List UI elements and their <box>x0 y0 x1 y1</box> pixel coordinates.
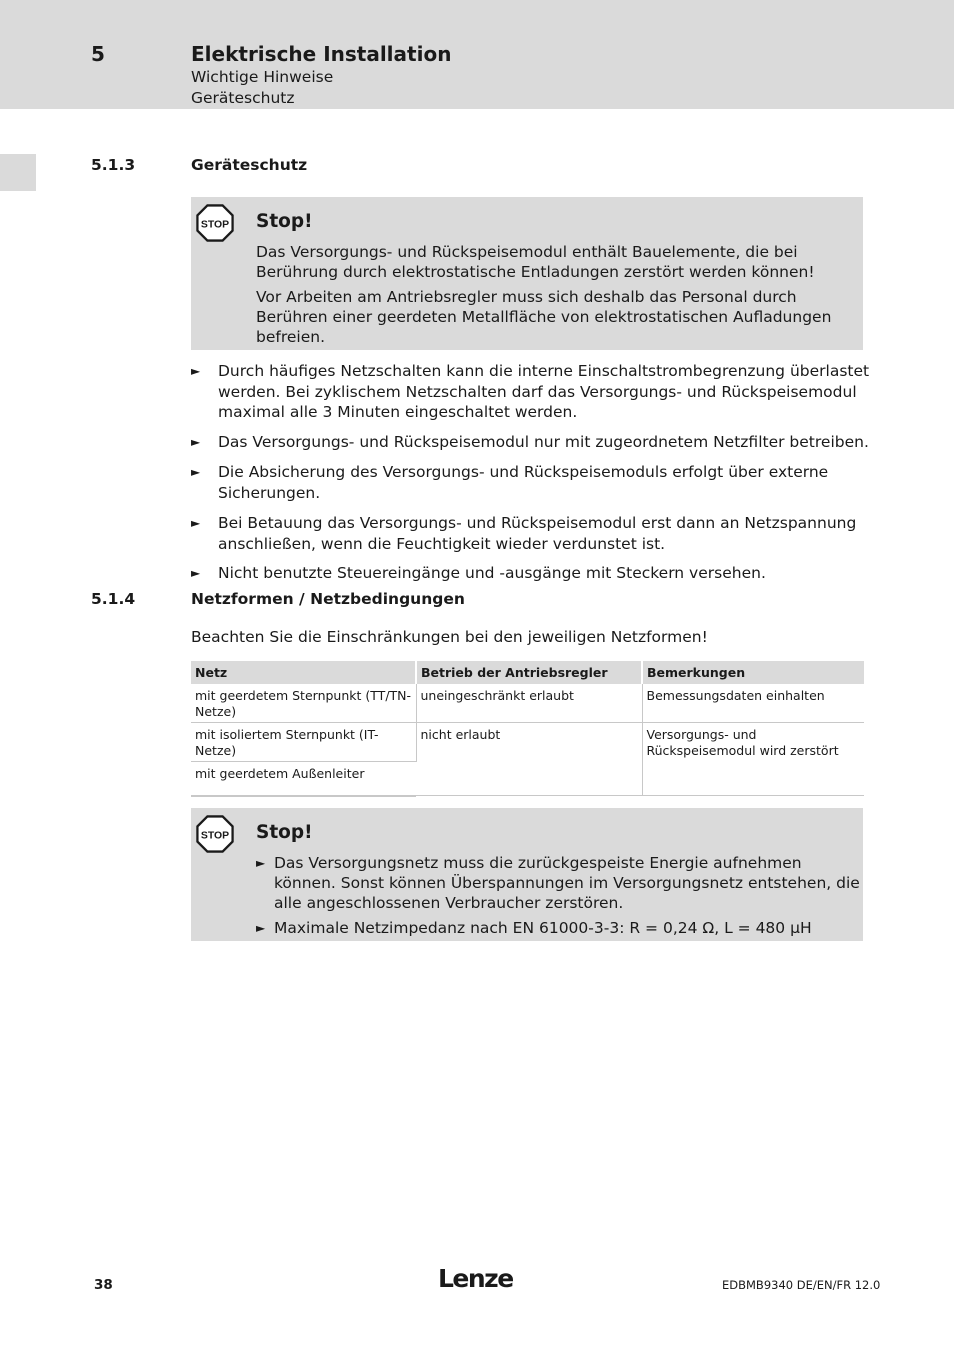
side-tab-marker <box>0 154 36 191</box>
stop-title: Stop! <box>256 211 313 232</box>
bullet-arrow-icon: ► <box>191 364 201 378</box>
list-item-text: Das Versorgungs- und Rückspeisemodul nur mit zugeordnetem Netzfilter betreiben. <box>218 433 869 451</box>
section-intro: Beachten Sie die Einschränkungen bei den jeweiligen Netzformen! <box>191 628 708 646</box>
page-number: 38 <box>94 1277 113 1293</box>
table-cell: Bemessungsdaten einhalten <box>642 684 864 723</box>
grid-conditions-table <box>191 661 864 797</box>
bullet-arrow-icon: ► <box>256 921 266 935</box>
table-header-cell: Betrieb der Antriebsregler <box>416 661 642 684</box>
section-title: Netzformen / Netzbedingungen <box>191 590 465 608</box>
section-title: Geräteschutz <box>191 156 308 174</box>
table-cell: Versorgungs- und Rückspeisemodul wird zerstört <box>642 723 864 796</box>
breadcrumb-subtitle-2: Geräteschutz <box>191 89 295 107</box>
stop-title: Stop! <box>256 822 313 843</box>
list-item-text: Maximale Netzimpedanz nach EN 61000-3-3: R = 0,24 Ω, L = 480 µH <box>274 919 812 937</box>
list-item-text: Nicht benutzte Steuereingänge und -ausgänge mit Steckern versehen. <box>218 564 766 582</box>
breadcrumb-subtitle-1: Wichtige Hinweise <box>191 68 334 86</box>
table-header-row <box>191 661 864 684</box>
table-header-cell: Netz <box>191 661 416 684</box>
bullet-arrow-icon: ► <box>191 435 201 449</box>
table-cell: mit geerdetem Außenleiter <box>191 762 416 796</box>
table-header-cell: Bemerkungen <box>642 661 864 684</box>
document-id: EDBMB9340 DE/EN/FR 12.0 <box>722 1278 881 1292</box>
stop-icon-label: STOP <box>200 830 230 842</box>
table-row <box>191 684 864 723</box>
list-item-text: Durch häufiges Netzschalten kann die interne Einschaltstrombegrenzung überlastet werden. Bei zyklischem Netzschalten darf das Versorgungs- und Rückspeisemodul maximal alle 3 Minuten eingeschaltet werden. <box>218 362 870 421</box>
stop-sign-icon <box>196 815 234 853</box>
stop-paragraph: Vor Arbeiten am Antriebsregler muss sich deshalb das Personal durch Berühren einer geerdeten Metallfläche von elektrostatischen Aufladungen befreien. <box>256 288 832 346</box>
table-row <box>191 723 864 762</box>
list-item-text: Bei Betauung das Versorgungs- und Rückspeisemodul erst dann an Netzspannung anschließen, wenn die Feuchtigkeit wieder verdunstet ist. <box>218 514 857 553</box>
stop-warning-box <box>191 808 863 941</box>
stop-sign-icon <box>196 204 234 242</box>
table-cell: mit isoliertem Sternpunkt (IT-Netze) <box>191 723 416 762</box>
bullet-arrow-icon: ► <box>191 566 201 580</box>
stop-warning-box <box>191 197 863 350</box>
chapter-number: 5 <box>91 42 105 66</box>
table-cell: uneingeschränkt erlaubt <box>416 684 642 723</box>
bullet-arrow-icon: ► <box>256 856 266 870</box>
lenze-logo: Lenze <box>438 1264 513 1293</box>
chapter-header <box>0 0 954 109</box>
section-number: 5.1.3 <box>91 156 136 174</box>
stop-paragraph: Das Versorgungs- und Rückspeisemodul enthält Bauelemente, die bei Berührung durch elektrostatische Entladungen zerstört werden können! <box>256 243 815 281</box>
stop-icon-label: STOP <box>200 219 230 231</box>
table-cell: mit geerdetem Sternpunkt (TT/TN-Netze) <box>191 684 416 723</box>
bullet-arrow-icon: ► <box>191 465 201 479</box>
section-number: 5.1.4 <box>91 590 136 608</box>
chapter-title: Elektrische Installation <box>191 42 452 66</box>
table-cell: nicht erlaubt <box>416 723 642 796</box>
list-item-text: Das Versorgungsnetz muss die zurückgespeiste Energie aufnehmen können. Sonst können Überspannungen im Versorgungsnetz entstehen, die alle angeschlossenen Verbraucher zerstören. <box>274 854 860 912</box>
bullet-arrow-icon: ► <box>191 516 201 530</box>
list-item-text: Die Absicherung des Versorgungs- und Rückspeisemoduls erfolgt über externe Sicherungen. <box>218 463 829 502</box>
